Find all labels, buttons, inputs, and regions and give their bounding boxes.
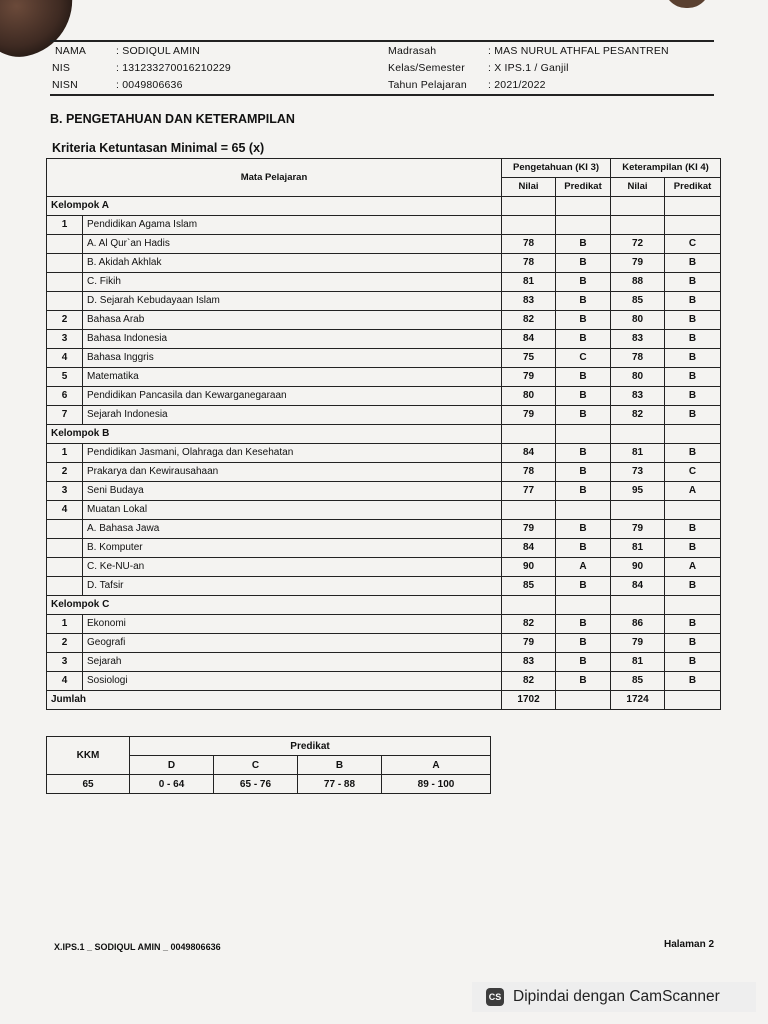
keterampilan-predikat: B [665,539,721,558]
grades-body [47,197,721,710]
subject-row [47,254,721,273]
pengetahuan-predikat: B [556,292,611,311]
pengetahuan-predikat [556,216,611,235]
group-row [47,596,721,615]
subject-name: Muatan Lokal [83,501,502,520]
keterampilan-predikat [665,501,721,520]
nis-value: : 131233270016210229 [116,62,231,74]
keterampilan-predikat: B [665,406,721,425]
subject-number: 6 [47,387,83,406]
pengetahuan-predikat: B [556,330,611,349]
subject-row [47,672,721,691]
subject-number [47,520,83,539]
keterampilan-predikat: B [665,368,721,387]
kkm-title: Kriteria Ketuntasan Minimal = 65 (x) [52,141,265,155]
keterampilan-nilai: 81 [611,444,665,463]
grade-a: A [382,756,491,775]
keterampilan-predikat: B [665,311,721,330]
subject-row [47,406,721,425]
grade-c: C [214,756,298,775]
pengetahuan-predikat: B [556,444,611,463]
madrasah-value: : MAS NURUL ATHFAL PESANTREN [488,45,669,57]
pengetahuan-nilai: 84 [502,444,556,463]
group-label: Kelompok A [47,197,502,216]
pengetahuan-predikat: A [556,558,611,577]
subject-row [47,634,721,653]
nama-value: : SODIQUL AMIN [116,45,201,57]
tahun-value: : 2021/2022 [488,79,546,91]
keterampilan-nilai: 85 [611,292,665,311]
madrasah-label: Madrasah [388,45,437,57]
pengetahuan-nilai: 90 [502,558,556,577]
nama-label: NAMA [55,45,87,57]
pengetahuan-predikat: B [556,615,611,634]
subject-number: 3 [47,482,83,501]
empty-cell [611,425,665,444]
keterampilan-nilai: 79 [611,254,665,273]
section-title: B. PENGETAHUAN DAN KETERAMPILAN [50,112,295,126]
pengetahuan-nilai: 78 [502,235,556,254]
predikat-label: Predikat [130,737,491,756]
pengetahuan-predikat: B [556,235,611,254]
keterampilan-predikat: A [665,482,721,501]
keterampilan-predikat: B [665,653,721,672]
keterampilan-nilai: 81 [611,539,665,558]
pengetahuan-nilai: 84 [502,539,556,558]
subject-number [47,539,83,558]
pengetahuan-nilai: 81 [502,273,556,292]
mapel-header: Mata Pelajaran [47,159,502,197]
pengetahuan-nilai: 77 [502,482,556,501]
subject-number: 1 [47,216,83,235]
subject-number: 2 [47,311,83,330]
pengetahuan-predikat: B [556,634,611,653]
nis-label: NIS [52,62,71,74]
pengetahuan-nilai: 82 [502,615,556,634]
pengetahuan-nilai [502,216,556,235]
subject-row [47,482,721,501]
keterampilan-nilai: 81 [611,653,665,672]
pengetahuan-nilai: 78 [502,463,556,482]
empty-cell [502,197,556,216]
subject-row [47,463,721,482]
subject-row [47,235,721,254]
group-label: Kelompok C [47,596,502,615]
corner-shadow [664,0,710,8]
group-row [47,197,721,216]
subject-number: 7 [47,406,83,425]
keterampilan-nilai: 79 [611,520,665,539]
total-label: Jumlah [47,691,502,710]
pengetahuan-predikat: B [556,406,611,425]
subject-number: 2 [47,634,83,653]
pengetahuan-nilai: 82 [502,311,556,330]
subject-name: Bahasa Indonesia [83,330,502,349]
keterampilan-nilai: 86 [611,615,665,634]
keterampilan-nilai: 82 [611,406,665,425]
subject-number: 2 [47,463,83,482]
subject-number: 4 [47,672,83,691]
camscanner-icon: CS [486,988,504,1006]
kelas-label: Kelas/Semester [388,62,465,74]
group-row [47,425,721,444]
camscanner-text: Dipindai dengan CamScanner [513,988,720,1005]
empty-cell [556,691,611,710]
k-predikat-header: Predikat [665,178,721,197]
keterampilan-nilai: 72 [611,235,665,254]
subject-row [47,311,721,330]
subject-row [47,558,721,577]
pengetahuan-nilai: 83 [502,292,556,311]
empty-cell [611,596,665,615]
subject-row [47,539,721,558]
pengetahuan-predikat: B [556,254,611,273]
keterampilan-predikat: B [665,634,721,653]
subject-number: 1 [47,615,83,634]
pengetahuan-nilai: 84 [502,330,556,349]
empty-cell [502,425,556,444]
keterampilan-predikat: B [665,273,721,292]
subject-row [47,349,721,368]
total-pengetahuan: 1702 [502,691,556,710]
subject-name: Sejarah Indonesia [83,406,502,425]
keterampilan-predikat: B [665,577,721,596]
empty-cell [665,197,721,216]
k-nilai-header: Nilai [611,178,665,197]
range-d: 0 - 64 [130,775,214,794]
header-bottom-rule [50,94,714,96]
subject-number [47,254,83,273]
subject-number: 1 [47,444,83,463]
subject-row [47,501,721,520]
subject-row [47,577,721,596]
group-label: Kelompok B [47,425,502,444]
pengetahuan-predikat: B [556,387,611,406]
keterampilan-nilai: 80 [611,311,665,330]
page-number: Halaman 2 [664,939,715,950]
empty-cell [665,691,721,710]
nisn-value: : 0049806636 [116,79,183,91]
pengetahuan-nilai [502,501,556,520]
keterampilan-predikat: C [665,235,721,254]
pengetahuan-predikat: B [556,672,611,691]
subject-number [47,273,83,292]
subject-name: Sosiologi [83,672,502,691]
subject-name: Matematika [83,368,502,387]
subject-name: Sejarah [83,653,502,672]
subject-row [47,330,721,349]
subject-name: B. Komputer [83,539,502,558]
pengetahuan-nilai: 79 [502,368,556,387]
subject-number [47,235,83,254]
keterampilan-predikat: B [665,520,721,539]
subject-name: A. Bahasa Jawa [83,520,502,539]
subject-number: 3 [47,330,83,349]
pengetahuan-predikat: B [556,482,611,501]
pengetahuan-nilai: 80 [502,387,556,406]
subject-number: 4 [47,349,83,368]
pengetahuan-predikat: B [556,463,611,482]
pengetahuan-predikat: B [556,520,611,539]
subject-name: Bahasa Arab [83,311,502,330]
subject-name: D. Tafsir [83,577,502,596]
subject-number [47,577,83,596]
subject-name: Pendidikan Pancasila dan Kewarganegaraan [83,387,502,406]
subject-row [47,368,721,387]
pengetahuan-predikat: B [556,577,611,596]
keterampilan-nilai: 88 [611,273,665,292]
pengetahuan-nilai: 79 [502,406,556,425]
subject-name: Bahasa Inggris [83,349,502,368]
pengetahuan-nilai: 75 [502,349,556,368]
subject-name: Pendidikan Jasmani, Olahraga dan Kesehatan [83,444,502,463]
subject-name: Ekonomi [83,615,502,634]
grade-d: D [130,756,214,775]
keterampilan-predikat: B [665,349,721,368]
predikat-table [46,736,491,794]
keterampilan-nilai: 84 [611,577,665,596]
keterampilan-predikat: B [665,254,721,273]
subject-number: 3 [47,653,83,672]
subject-row [47,387,721,406]
pengetahuan-predikat: B [556,311,611,330]
keterampilan-predikat: B [665,292,721,311]
p-predikat-header: Predikat [556,178,611,197]
keterampilan-predikat: C [665,463,721,482]
subject-name: A. Al Qur`an Hadis [83,235,502,254]
pengetahuan-predikat [556,501,611,520]
pengetahuan-nilai: 79 [502,634,556,653]
range-c: 65 - 76 [214,775,298,794]
p-nilai-header: Nilai [502,178,556,197]
subject-row [47,653,721,672]
header-top-rule [50,40,714,42]
keterampilan-nilai: 83 [611,387,665,406]
keterampilan-nilai [611,501,665,520]
keterampilan-nilai: 80 [611,368,665,387]
keterampilan-predikat: B [665,387,721,406]
keterampilan-nilai [611,216,665,235]
keterampilan-header: Keterampilan (KI 4) [611,159,721,178]
subject-row [47,444,721,463]
tahun-label: Tahun Pelajaran [388,79,467,91]
range-a: 89 - 100 [382,775,491,794]
range-b: 77 - 88 [298,775,382,794]
keterampilan-predikat: B [665,330,721,349]
footer-student-id: X.IPS.1 _ SODIQUL AMIN _ 0049806636 [54,942,221,952]
total-row [47,691,721,710]
subject-number: 4 [47,501,83,520]
pengetahuan-nilai: 83 [502,653,556,672]
empty-cell [665,596,721,615]
keterampilan-nilai: 90 [611,558,665,577]
subject-name: C. Ke-NU-an [83,558,502,577]
keterampilan-predikat [665,216,721,235]
pengetahuan-nilai: 85 [502,577,556,596]
subject-row [47,615,721,634]
subject-row [47,520,721,539]
pengetahuan-header: Pengetahuan (KI 3) [502,159,611,178]
grades-table [46,158,721,710]
keterampilan-predikat: B [665,615,721,634]
keterampilan-nilai: 78 [611,349,665,368]
pengetahuan-predikat: C [556,349,611,368]
subject-name: Pendidikan Agama Islam [83,216,502,235]
subject-row [47,292,721,311]
subject-number [47,292,83,311]
pengetahuan-predikat: B [556,368,611,387]
empty-cell [502,596,556,615]
empty-cell [556,197,611,216]
total-keterampilan: 1724 [611,691,665,710]
kkm-label: KKM [47,737,130,775]
empty-cell [556,596,611,615]
camscanner-badge [472,982,756,1012]
keterampilan-predikat: B [665,672,721,691]
grade-b: B [298,756,382,775]
keterampilan-predikat: A [665,558,721,577]
keterampilan-nilai: 73 [611,463,665,482]
keterampilan-nilai: 79 [611,634,665,653]
keterampilan-nilai: 83 [611,330,665,349]
pengetahuan-nilai: 79 [502,520,556,539]
keterampilan-nilai: 85 [611,672,665,691]
pengetahuan-predikat: B [556,539,611,558]
keterampilan-predikat: B [665,444,721,463]
subject-name: D. Sejarah Kebudayaan Islam [83,292,502,311]
kelas-value: : X IPS.1 / Ganjil [488,62,569,74]
subject-name: Geografi [83,634,502,653]
empty-cell [611,197,665,216]
pengetahuan-predikat: B [556,273,611,292]
pengetahuan-predikat: B [556,653,611,672]
subject-name: Prakarya dan Kewirausahaan [83,463,502,482]
empty-cell [556,425,611,444]
empty-cell [665,425,721,444]
kkm-value: 65 [47,775,130,794]
subject-number [47,558,83,577]
subject-row [47,273,721,292]
keterampilan-nilai: 95 [611,482,665,501]
subject-name: B. Akidah Akhlak [83,254,502,273]
subject-name: C. Fikih [83,273,502,292]
pengetahuan-nilai: 78 [502,254,556,273]
subject-name: Seni Budaya [83,482,502,501]
subject-number: 5 [47,368,83,387]
nisn-label: NISN [52,79,78,91]
pengetahuan-nilai: 82 [502,672,556,691]
subject-row [47,216,721,235]
